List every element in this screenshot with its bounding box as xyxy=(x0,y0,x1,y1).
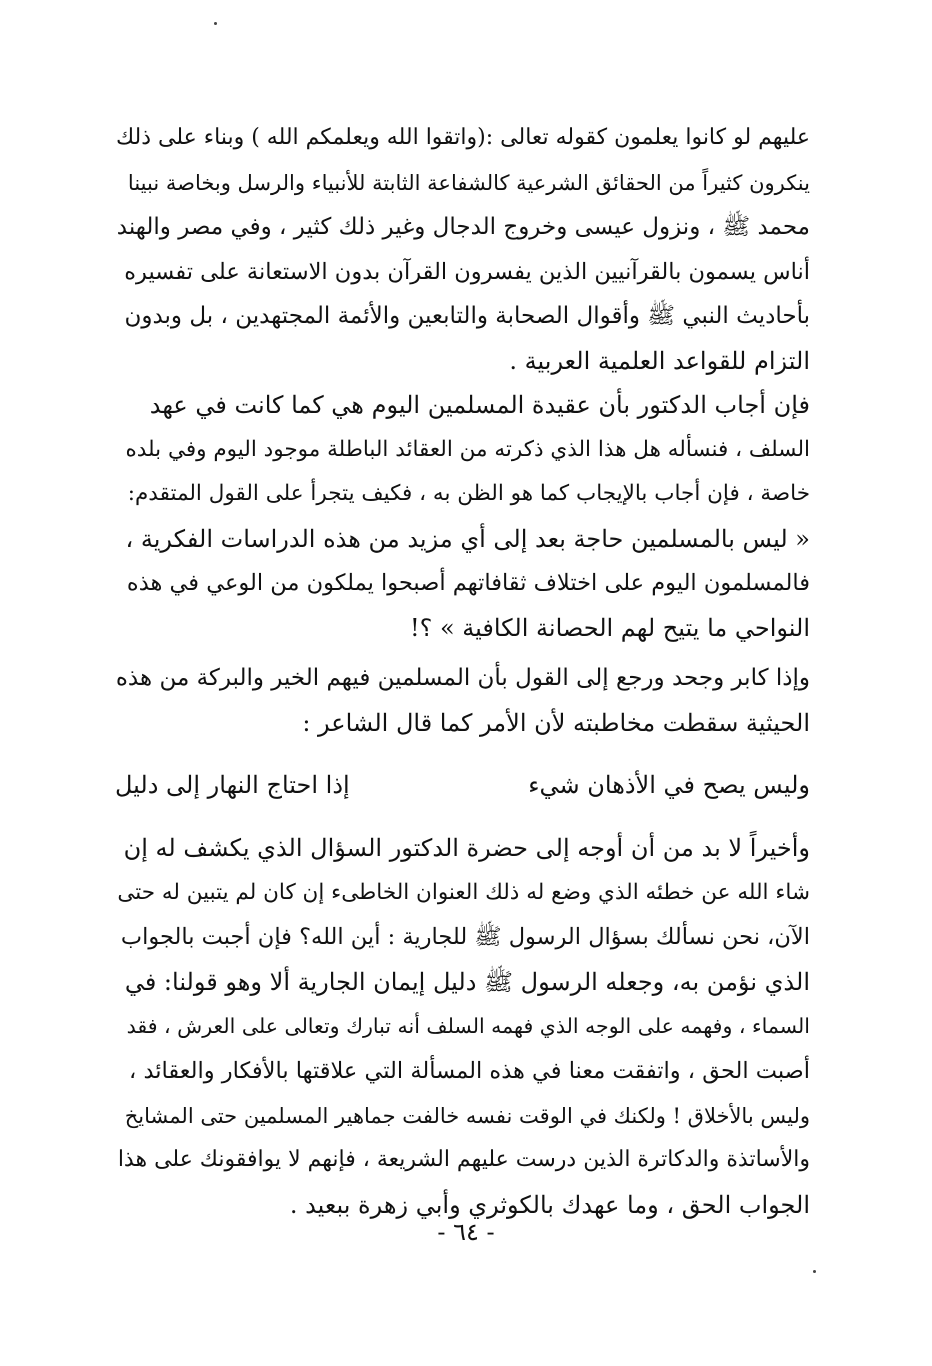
text-line: والأساتذة والدكاترة الذين درست عليهم الشريعة ، فإنهم لا يوافقونك على هذا xyxy=(117,1147,810,1173)
paragraph-1 xyxy=(115,116,810,384)
text-line: فإن أجاب الدكتور بأن عقيدة المسلمين اليوم هي كما كانت في عهد xyxy=(149,391,810,419)
text-line: السلف ، فنسأله هل هذا الذي ذكرته من العقائد الباطلة موجود اليوم وفي بلده xyxy=(125,436,810,462)
text-line: عليهم لو كانوا يعلمون كقوله تعالى :(واتقوا الله ويعلمكم الله ) وبناء على ذلك xyxy=(116,125,810,150)
scan-speck xyxy=(813,1270,816,1273)
text-line: وليس بالأخلاق ! ولكنك في الوقت نفسه خالفت جماهير المسلمين حتى المشايخ xyxy=(124,1103,810,1128)
page-number: - ٦٤ - xyxy=(437,1218,495,1246)
text-line: خاصة ، فإن أجاب بالإيجاب كما هو الظن به ، فكيف يتجرأ على القول المتقدم: xyxy=(127,481,810,507)
paragraph-3 xyxy=(115,656,810,745)
text-line: الآن، نحن نسألك بسؤال الرسول ﷺ للجارية : أين الله؟ فإن أجبت بالجواب xyxy=(120,924,810,951)
text-line: السماء ، وفهمه على الوجه الذي فهمه السلف أنه تبارك وتعالى على العرش ، فقد xyxy=(126,1014,810,1039)
text-line: بأحاديث النبي ﷺ وأقوال الصحابة والتابعين والأئمة المجتهدين ، بل وبدون xyxy=(124,303,810,330)
paragraph-4 xyxy=(115,826,810,1227)
text-line: « ليس بالمسلمين حاجة بعد إلى أي مزيد من هذه الدراسات الفكرية ، xyxy=(125,524,810,553)
text-line: ينكرون كثيراً من الحقائق الشرعية كالشفاعة الثابتة للأنبياء والرسل وبخاصة نبينا xyxy=(127,170,810,195)
text-line: وأخيراً لا بد من أن أوجه إلى حضرة الدكتور السؤال الذي يكشف له إن xyxy=(123,834,810,862)
text-line: التزام للقواعد العلمية العربية . xyxy=(509,346,810,375)
text-line: وإذا كابر وجحد ورجع إلى القول بأن المسلمين فيهم الخير والبركة من هذه xyxy=(115,665,810,691)
text-line: أناس يسمون بالقرآنيين الذين يفسرون القرآن بدون الاستعانة على تفسيره xyxy=(124,258,810,285)
text-line: الحيثية سقطت مخاطبته لأن الأمر كما قال الشاعر : xyxy=(302,708,810,737)
second-hemistich: إذا احتاج النهار إلى دليل xyxy=(115,771,350,799)
text-line: فالمسلمون اليوم على اختلاف ثقافاتهم أصبحوا يملكون من الوعي في هذه xyxy=(126,570,810,597)
paragraph-2 xyxy=(115,383,810,651)
text-line: الذي نؤمن به، وجعله الرسول ﷺ دليل إيمان الجارية ألا وهو قولنا: في xyxy=(124,967,810,996)
text-line: أصبت الحق ، واتفقت معنا في هذه المسألة التي علاقتها بالأفكار والعقائد ، xyxy=(129,1057,810,1084)
scan-speck xyxy=(214,22,217,25)
first-hemistich: وليس يصح في الأذهان شيء xyxy=(528,771,810,799)
text-line: النواحي ما يتيح لهم الحصانة الكافية » ؟! xyxy=(409,613,810,642)
text-line: الجواب الحق ، وما عهدك بالكوثري وأبي زهرة ببعيد . xyxy=(289,1190,810,1219)
text-line: شاء الله عن خطئه الذي وضع له ذلك العنوان الخاطىء إن كان لم يتبين له حتى xyxy=(117,879,810,905)
text-line: محمد ﷺ ، ونزول عيسى وخروج الدجال وغير ذلك كثير ، وفي مصر والهند xyxy=(116,214,810,241)
poetry-verse xyxy=(115,762,810,808)
